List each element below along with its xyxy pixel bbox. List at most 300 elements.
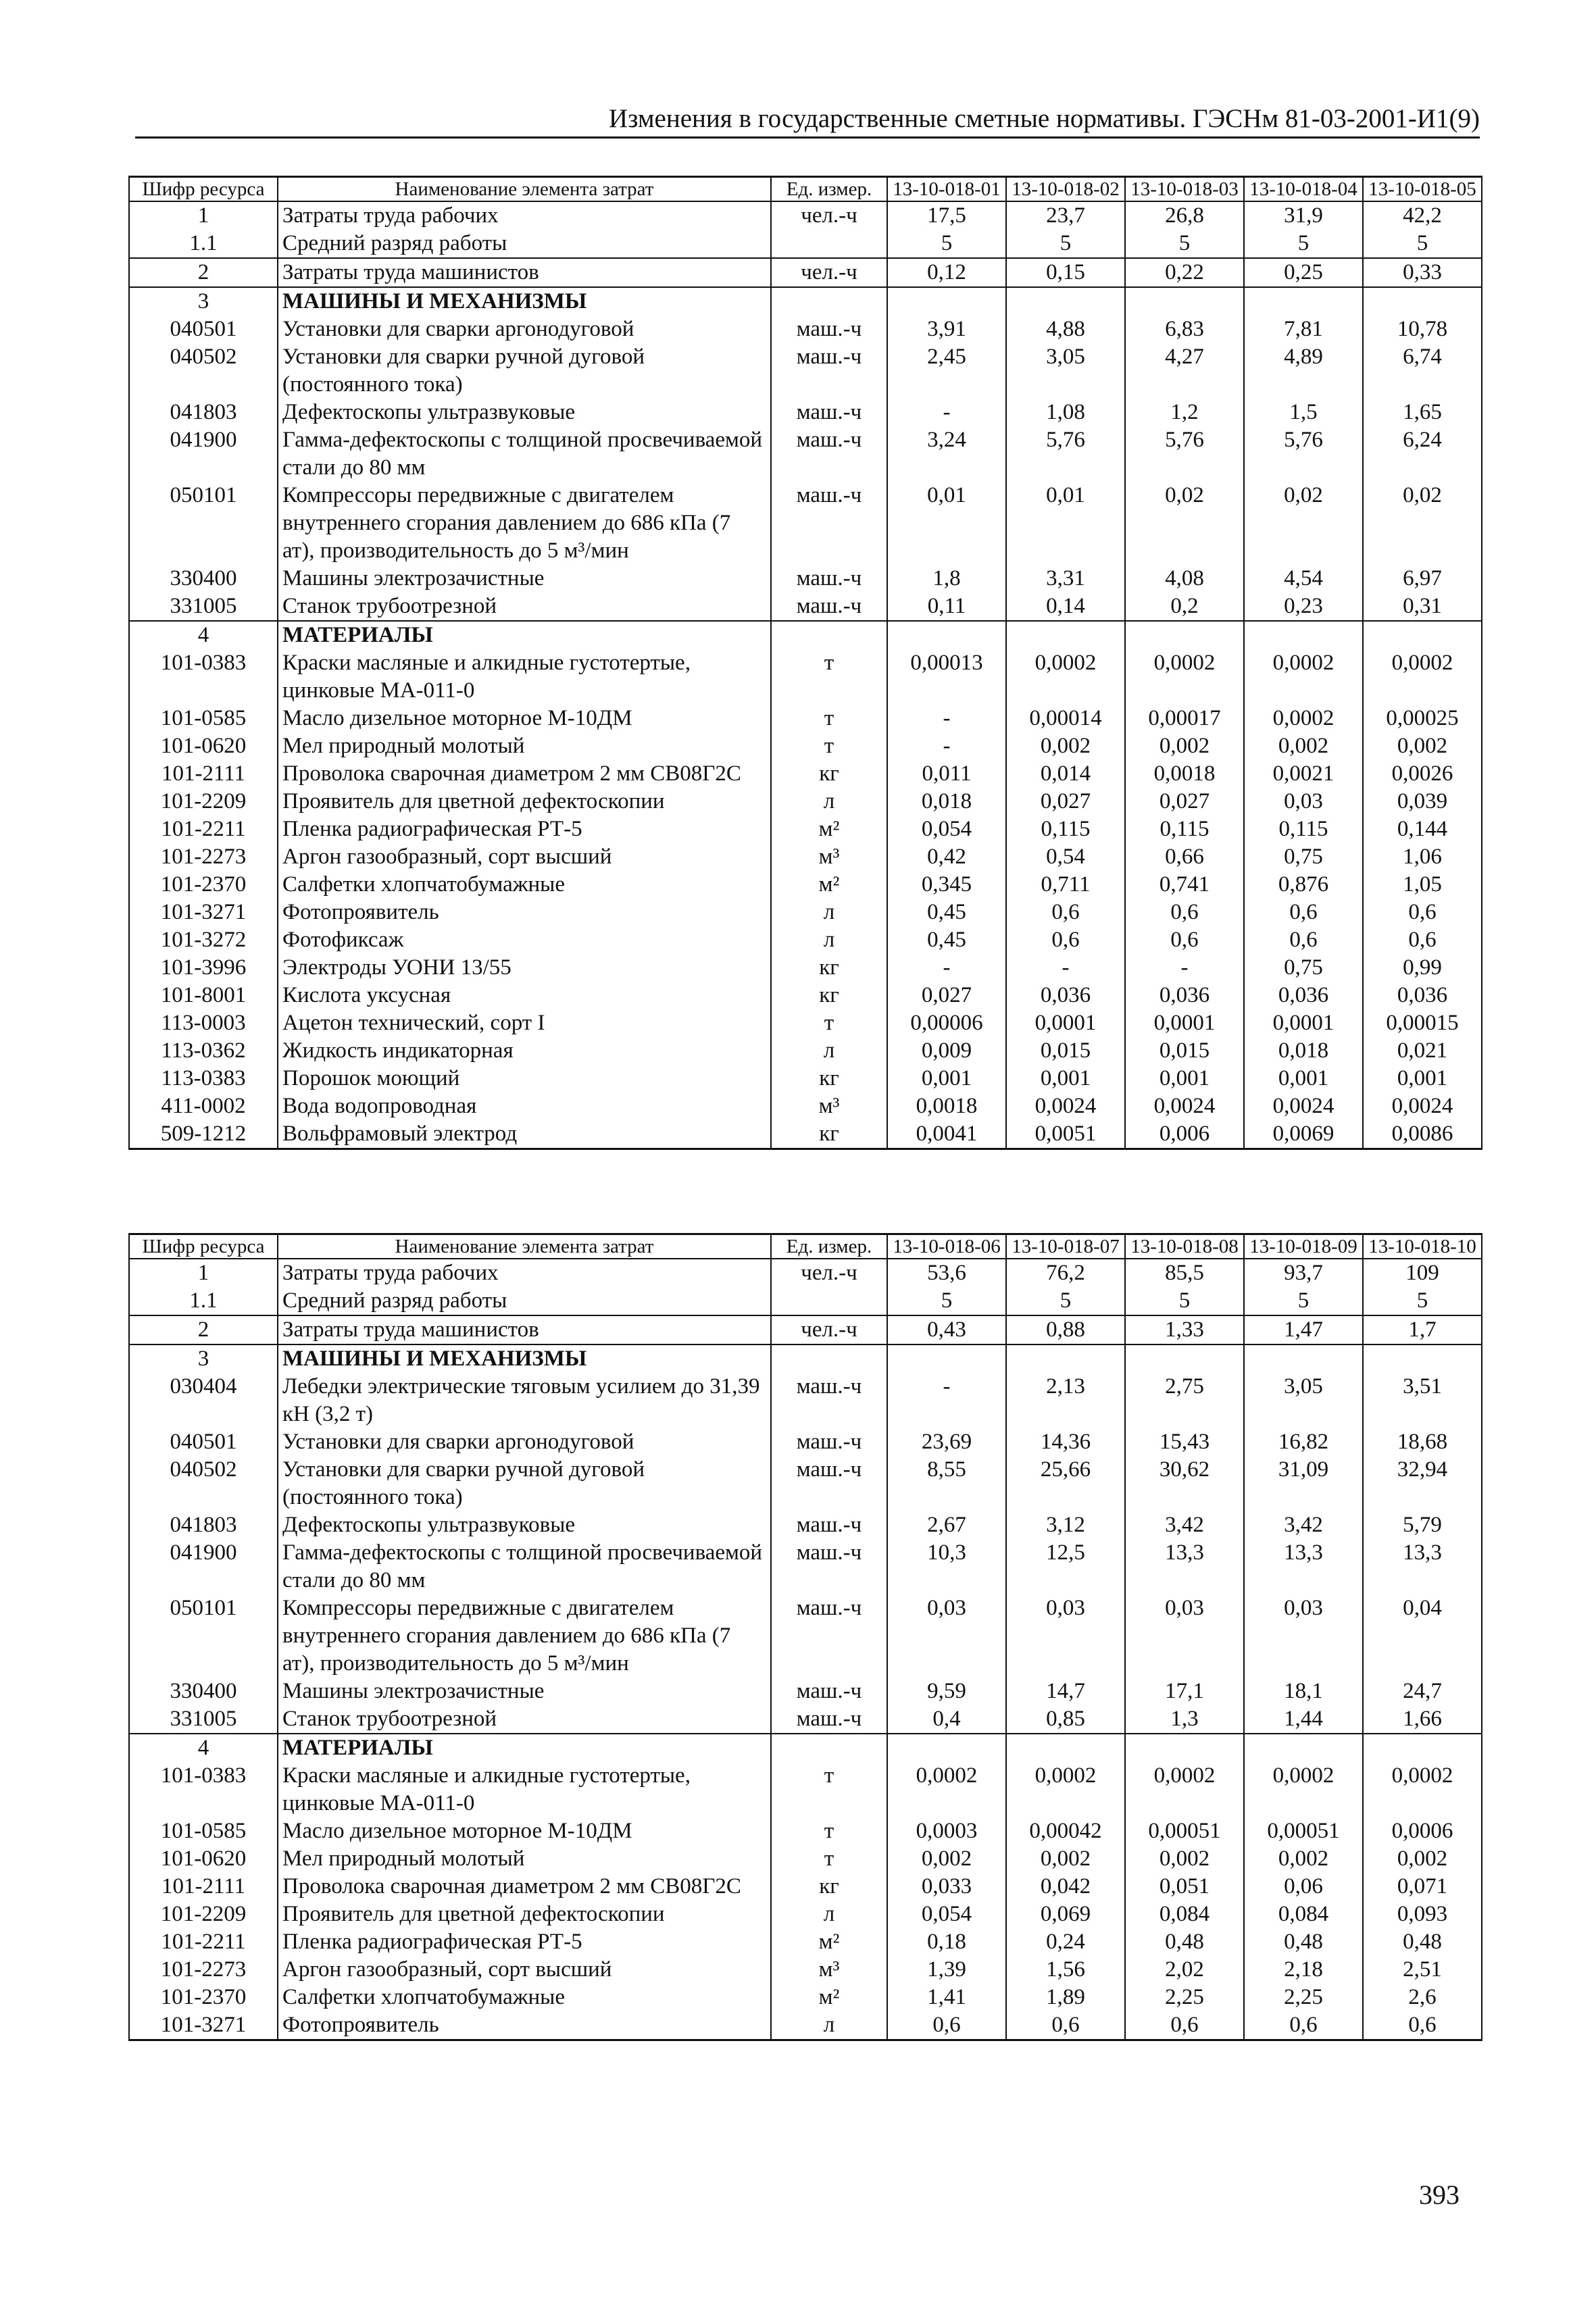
value-cell: 0,0002: [1244, 649, 1363, 705]
column-header-norm: 13-10-018-04: [1244, 177, 1363, 202]
table-body: [129, 1259, 1482, 2040]
table-row: [129, 399, 1482, 426]
value-cell: 0,027: [1125, 788, 1244, 815]
value-cell: 0,0002: [1363, 649, 1482, 705]
value-cell: 32,94: [1363, 1456, 1482, 1511]
table-row: [129, 1956, 1482, 1984]
value-cell: 2,13: [1006, 1373, 1125, 1428]
value-cell: 30,62: [1125, 1456, 1244, 1511]
value-cell: 18,68: [1363, 1428, 1482, 1456]
value-cell: 4,88: [1006, 316, 1125, 343]
value-cell: 0,6: [1006, 926, 1125, 954]
value-cell: 2,45: [887, 343, 1006, 399]
value-cell: 5,76: [1244, 426, 1363, 482]
column-header-norm: 13-10-018-03: [1125, 177, 1244, 202]
table-row: [129, 287, 1482, 316]
value-cell: 2,02: [1125, 1956, 1244, 1984]
table-row: [129, 1092, 1482, 1120]
resource-code: 101-2209: [129, 1901, 278, 1928]
value-cell: 5: [1006, 230, 1125, 258]
table-row: [129, 788, 1482, 815]
table-row: [129, 482, 1482, 565]
resource-code: 113-0362: [129, 1037, 278, 1065]
value-cell: 7,81: [1244, 316, 1363, 343]
column-header-name: Наименование элемента затрат: [278, 1234, 771, 1259]
table-row: [129, 1315, 1482, 1344]
value-cell: 31,9: [1244, 201, 1363, 230]
value-cell: 0,03: [1006, 1594, 1125, 1678]
value-cell: 1,44: [1244, 1705, 1363, 1734]
resource-code: 331005: [129, 593, 278, 621]
unit-cell: т: [771, 732, 887, 760]
resource-code: 101-3271: [129, 899, 278, 926]
column-header-name: Наименование элемента затрат: [278, 177, 771, 202]
value-cell: 0,027: [1006, 788, 1125, 815]
value-cell: 5,79: [1363, 1511, 1482, 1539]
value-cell: 0,115: [1006, 815, 1125, 843]
value-cell: 23,7: [1006, 201, 1125, 230]
resource-code: 101-0383: [129, 649, 278, 705]
resource-name: Средний разряд работы: [278, 1287, 771, 1315]
table-row: [129, 1594, 1482, 1678]
value-cell: 0,6: [1006, 899, 1125, 926]
value-cell: 0,011: [887, 760, 1006, 788]
value-cell: 0,0002: [1244, 705, 1363, 732]
value-cell: [1006, 1734, 1125, 1762]
resource-name: Дефектоскопы ультразвуковые: [278, 399, 771, 426]
value-cell: 0,002: [1363, 1845, 1482, 1873]
table-row: [129, 1065, 1482, 1092]
unit-cell: л: [771, 1037, 887, 1065]
resource-code: 101-2211: [129, 815, 278, 843]
resource-name: Установки для сварки ручной дуговой (постоянного тока): [278, 1456, 771, 1511]
value-cell: 0,04: [1363, 1594, 1482, 1678]
resource-code: 3: [129, 1344, 278, 1373]
resource-code: 331005: [129, 1705, 278, 1734]
value-cell: 0,85: [1006, 1705, 1125, 1734]
value-cell: 93,7: [1244, 1259, 1363, 1287]
value-cell: 0,03: [887, 1594, 1006, 1678]
resource-code: 2: [129, 258, 278, 287]
table-row: [129, 593, 1482, 621]
value-cell: 0,02: [1125, 482, 1244, 565]
value-cell: 1,65: [1363, 399, 1482, 426]
resource-name: Затраты труда рабочих: [278, 201, 771, 230]
table-row: [129, 1678, 1482, 1705]
resource-name: Вода водопроводная: [278, 1092, 771, 1120]
value-cell: 0,00015: [1363, 1009, 1482, 1037]
value-cell: 0,036: [1006, 982, 1125, 1009]
value-cell: 0,002: [887, 1845, 1006, 1873]
unit-cell: кг: [771, 1120, 887, 1149]
value-cell: 0,12: [887, 258, 1006, 287]
unit-cell: маш.-ч: [771, 1373, 887, 1428]
column-header-norm: 13-10-018-06: [887, 1234, 1006, 1259]
value-cell: 0,069: [1006, 1901, 1125, 1928]
value-cell: [887, 287, 1006, 316]
table-row: [129, 1873, 1482, 1901]
table-row: [129, 1762, 1482, 1817]
table-row: [129, 760, 1482, 788]
value-cell: 0,015: [1125, 1037, 1244, 1065]
resource-name: Установки для сварки ручной дуговой (постоянного тока): [278, 343, 771, 399]
value-cell: 0,0024: [1006, 1092, 1125, 1120]
resource-code: 041900: [129, 1539, 278, 1594]
value-cell: 0,001: [1006, 1065, 1125, 1092]
unit-cell: чел.-ч: [771, 201, 887, 230]
value-cell: 0,00014: [1006, 705, 1125, 732]
resource-name: Установки для сварки аргонодуговой: [278, 316, 771, 343]
unit-cell: т: [771, 1762, 887, 1817]
unit-cell: л: [771, 899, 887, 926]
value-cell: 0,084: [1244, 1901, 1363, 1928]
value-cell: [1363, 287, 1482, 316]
table-row: [129, 201, 1482, 230]
unit-cell: [771, 230, 887, 258]
value-cell: 5: [887, 1287, 1006, 1315]
resource-code: 101-0585: [129, 705, 278, 732]
table-row: [129, 871, 1482, 899]
resource-code: 3: [129, 287, 278, 316]
value-cell: 10,78: [1363, 316, 1482, 343]
resource-name: Машины электрозачистные: [278, 565, 771, 593]
resource-code: 041803: [129, 399, 278, 426]
value-cell: 5,76: [1006, 426, 1125, 482]
resource-name: Станок трубоотрезной: [278, 1705, 771, 1734]
value-cell: 0,99: [1363, 954, 1482, 982]
value-cell: 0,25: [1244, 258, 1363, 287]
value-cell: 5: [1006, 1287, 1125, 1315]
resource-code: 113-0383: [129, 1065, 278, 1092]
value-cell: 3,42: [1125, 1511, 1244, 1539]
value-cell: 1,08: [1006, 399, 1125, 426]
resource-name: Дефектоскопы ультразвуковые: [278, 1511, 771, 1539]
value-cell: 0,071: [1363, 1873, 1482, 1901]
value-cell: 2,25: [1125, 1984, 1244, 2011]
unit-cell: чел.-ч: [771, 1259, 887, 1287]
value-cell: 0,001: [1363, 1065, 1482, 1092]
unit-cell: маш.-ч: [771, 316, 887, 343]
value-cell: [1244, 1344, 1363, 1373]
value-cell: [887, 1344, 1006, 1373]
section-heading: МАТЕРИАЛЫ: [278, 1734, 771, 1762]
value-cell: 0,00051: [1125, 1817, 1244, 1845]
value-cell: 0,00051: [1244, 1817, 1363, 1845]
value-cell: 5: [1244, 230, 1363, 258]
value-cell: [1244, 287, 1363, 316]
value-cell: 0,00025: [1363, 705, 1482, 732]
value-cell: 0,0024: [1244, 1092, 1363, 1120]
resource-name: Кислота уксусная: [278, 982, 771, 1009]
value-cell: 0,0051: [1006, 1120, 1125, 1149]
page-header: Изменения в государственные сметные нормативы. ГЭСНм 81-03-2001-И1(9): [135, 101, 1480, 139]
value-cell: 109: [1363, 1259, 1482, 1287]
resource-code: 101-2273: [129, 1956, 278, 1984]
unit-cell: [771, 621, 887, 649]
value-cell: 0,03: [1244, 1594, 1363, 1678]
unit-cell: маш.-ч: [771, 593, 887, 621]
resource-code: 101-2370: [129, 1984, 278, 2011]
table-row: [129, 621, 1482, 649]
value-cell: 0,093: [1363, 1901, 1482, 1928]
value-cell: [1363, 621, 1482, 649]
value-cell: 0,0069: [1244, 1120, 1363, 1149]
value-cell: 17,5: [887, 201, 1006, 230]
value-cell: 1,3: [1125, 1705, 1244, 1734]
value-cell: 0,036: [1363, 982, 1482, 1009]
value-cell: 0,4: [887, 1705, 1006, 1734]
table-row: [129, 426, 1482, 482]
value-cell: 0,6: [1244, 2011, 1363, 2040]
value-cell: 0,054: [887, 1901, 1006, 1928]
resource-name: Лебедки электрические тяговым усилием до 31,39 кН (3,2 т): [278, 1373, 771, 1428]
column-header-norm: 13-10-018-07: [1006, 1234, 1125, 1259]
value-cell: 0,03: [1244, 788, 1363, 815]
unit-cell: т: [771, 705, 887, 732]
value-cell: 0,01: [1006, 482, 1125, 565]
value-cell: 0,711: [1006, 871, 1125, 899]
resource-name: Аргон газообразный, сорт высший: [278, 1956, 771, 1984]
value-cell: 3,31: [1006, 565, 1125, 593]
value-cell: -: [887, 399, 1006, 426]
value-cell: 25,66: [1006, 1456, 1125, 1511]
value-cell: 2,25: [1244, 1984, 1363, 2011]
resource-code: 101-3271: [129, 2011, 278, 2040]
value-cell: 1,89: [1006, 1984, 1125, 2011]
value-cell: 31,09: [1244, 1456, 1363, 1511]
resource-name: Затраты труда машинистов: [278, 1315, 771, 1344]
table-row: [129, 705, 1482, 732]
value-cell: 10,3: [887, 1539, 1006, 1594]
resource-name: Салфетки хлопчатобумажные: [278, 1984, 771, 2011]
table-row: [129, 899, 1482, 926]
resource-code: 1: [129, 201, 278, 230]
value-cell: 0,0002: [1125, 1762, 1244, 1817]
value-cell: 0,014: [1006, 760, 1125, 788]
resource-name: Масло дизельное моторное М-10ДМ: [278, 1817, 771, 1845]
resource-code: 2: [129, 1315, 278, 1344]
resource-code: 030404: [129, 1373, 278, 1428]
value-cell: 0,23: [1244, 593, 1363, 621]
value-cell: 0,741: [1125, 871, 1244, 899]
value-cell: 0,02: [1363, 482, 1482, 565]
section-heading: МАШИНЫ И МЕХАНИЗМЫ: [278, 1344, 771, 1373]
resource-code: 040501: [129, 316, 278, 343]
resource-name: Проволока сварочная диаметром 2 мм СВ08Г2С: [278, 760, 771, 788]
value-cell: 0,6: [1006, 2011, 1125, 2040]
value-cell: 6,97: [1363, 565, 1482, 593]
value-cell: 0,0003: [887, 1817, 1006, 1845]
value-cell: 15,43: [1125, 1428, 1244, 1456]
resource-code: 101-2209: [129, 788, 278, 815]
unit-cell: л: [771, 1901, 887, 1928]
resource-name: Жидкость индикаторная: [278, 1037, 771, 1065]
unit-cell: т: [771, 649, 887, 705]
value-cell: 0,042: [1006, 1873, 1125, 1901]
unit-cell: чел.-ч: [771, 258, 887, 287]
value-cell: [1244, 1734, 1363, 1762]
resource-code: 101-2273: [129, 843, 278, 871]
resource-name: Проявитель для цветной дефектоскопии: [278, 1901, 771, 1928]
value-cell: 12,5: [1006, 1539, 1125, 1594]
resource-name: Мел природный молотый: [278, 1845, 771, 1873]
value-cell: 76,2: [1006, 1259, 1125, 1287]
value-cell: 5: [1244, 1287, 1363, 1315]
resource-code: 101-0585: [129, 1817, 278, 1845]
resource-code: 050101: [129, 482, 278, 565]
unit-cell: маш.-ч: [771, 1705, 887, 1734]
value-cell: 1,8: [887, 565, 1006, 593]
column-header-norm: 13-10-018-09: [1244, 1234, 1363, 1259]
resource-name: Средний разряд работы: [278, 230, 771, 258]
value-cell: 4,27: [1125, 343, 1244, 399]
value-cell: 0,6: [1363, 2011, 1482, 2040]
resource-code: 040502: [129, 1456, 278, 1511]
value-cell: -: [887, 732, 1006, 760]
value-cell: 0,42: [887, 843, 1006, 871]
unit-cell: [771, 287, 887, 316]
value-cell: 2,51: [1363, 1956, 1482, 1984]
value-cell: 0,876: [1244, 871, 1363, 899]
unit-cell: маш.-ч: [771, 1594, 887, 1678]
value-cell: 4,89: [1244, 343, 1363, 399]
resource-name: Краски масляные и алкидные густотертые, цинковые МА-011-0: [278, 649, 771, 705]
table-row: [129, 1344, 1482, 1373]
resource-code: 330400: [129, 1678, 278, 1705]
value-cell: 0,002: [1125, 1845, 1244, 1873]
value-cell: 0,48: [1244, 1928, 1363, 1956]
unit-cell: м³: [771, 1092, 887, 1120]
value-cell: 2,6: [1363, 1984, 1482, 2011]
resource-code: 4: [129, 621, 278, 649]
table-row: [129, 649, 1482, 705]
value-cell: 0,144: [1363, 815, 1482, 843]
value-cell: [1006, 1344, 1125, 1373]
value-cell: 14,36: [1006, 1428, 1125, 1456]
value-cell: 3,12: [1006, 1511, 1125, 1539]
value-cell: 0,11: [887, 593, 1006, 621]
resource-name: Установки для сварки аргонодуговой: [278, 1428, 771, 1456]
unit-cell: [771, 1287, 887, 1315]
value-cell: 0,002: [1363, 732, 1482, 760]
value-cell: [887, 621, 1006, 649]
value-cell: 0,115: [1244, 815, 1363, 843]
value-cell: [887, 1734, 1006, 1762]
value-cell: 0,18: [887, 1928, 1006, 1956]
table-row: [129, 1037, 1482, 1065]
value-cell: 14,7: [1006, 1678, 1125, 1705]
value-cell: 0,15: [1006, 258, 1125, 287]
value-cell: 3,42: [1244, 1511, 1363, 1539]
value-cell: 6,83: [1125, 316, 1244, 343]
unit-cell: кг: [771, 954, 887, 982]
resource-code: 1.1: [129, 1287, 278, 1315]
value-cell: 1,39: [887, 1956, 1006, 1984]
table-row: [129, 316, 1482, 343]
unit-cell: л: [771, 926, 887, 954]
table-row: [129, 1287, 1482, 1315]
resource-name: Порошок моющий: [278, 1065, 771, 1092]
table-row: [129, 1428, 1482, 1456]
unit-cell: кг: [771, 1065, 887, 1092]
value-cell: [1125, 621, 1244, 649]
resource-name: Гамма-дефектоскопы с толщиной просвечиваемой стали до 80 мм: [278, 1539, 771, 1594]
value-cell: 1,2: [1125, 399, 1244, 426]
value-cell: 0,33: [1363, 258, 1482, 287]
value-cell: 0,6: [1125, 2011, 1244, 2040]
value-cell: 3,24: [887, 426, 1006, 482]
unit-cell: т: [771, 1009, 887, 1037]
value-cell: 0,0002: [1244, 1762, 1363, 1817]
resource-name: Затраты труда машинистов: [278, 258, 771, 287]
value-cell: 0,6: [887, 2011, 1006, 2040]
value-cell: 0,6: [1363, 926, 1482, 954]
table-row: [129, 565, 1482, 593]
value-cell: 0,033: [887, 1873, 1006, 1901]
table-row: [129, 982, 1482, 1009]
resource-name: Масло дизельное моторное М-10ДМ: [278, 705, 771, 732]
unit-cell: маш.-ч: [771, 1678, 887, 1705]
table-row: [129, 732, 1482, 760]
value-cell: 0,001: [1125, 1065, 1244, 1092]
value-cell: 0,036: [1244, 982, 1363, 1009]
value-cell: [1006, 287, 1125, 316]
page-number: 393: [1419, 2180, 1460, 2210]
resource-name: Станок трубоотрезной: [278, 593, 771, 621]
unit-cell: маш.-ч: [771, 343, 887, 399]
value-cell: 3,51: [1363, 1373, 1482, 1428]
value-cell: 0,24: [1006, 1928, 1125, 1956]
value-cell: 53,6: [887, 1259, 1006, 1287]
value-cell: 5: [887, 230, 1006, 258]
value-cell: 0,001: [887, 1065, 1006, 1092]
resource-name: Пленка радиографическая РТ-5: [278, 1928, 771, 1956]
value-cell: 0,0001: [1125, 1009, 1244, 1037]
resource-code: 1: [129, 1259, 278, 1287]
unit-cell: м²: [771, 1928, 887, 1956]
resource-code: 411-0002: [129, 1092, 278, 1120]
column-header-norm: 13-10-018-10: [1363, 1234, 1482, 1259]
value-cell: 0,039: [1363, 788, 1482, 815]
value-cell: 0,0021: [1244, 760, 1363, 788]
value-cell: 0,018: [887, 788, 1006, 815]
unit-cell: м²: [771, 871, 887, 899]
table-row: [129, 815, 1482, 843]
value-cell: 0,018: [1244, 1037, 1363, 1065]
value-cell: 0,75: [1244, 843, 1363, 871]
unit-cell: м²: [771, 1984, 887, 2011]
resource-code: 509-1212: [129, 1120, 278, 1149]
table-row: [129, 1120, 1482, 1149]
resource-name: Пленка радиографическая РТ-5: [278, 815, 771, 843]
resource-name: Мел природный молотый: [278, 732, 771, 760]
value-cell: 0,027: [887, 982, 1006, 1009]
value-cell: [1363, 1344, 1482, 1373]
table-header-row: [129, 177, 1482, 202]
value-cell: 0,006: [1125, 1120, 1244, 1149]
value-cell: 0,00013: [887, 649, 1006, 705]
unit-cell: маш.-ч: [771, 1456, 887, 1511]
value-cell: 18,1: [1244, 1678, 1363, 1705]
value-cell: 1,05: [1363, 871, 1482, 899]
unit-cell: кг: [771, 760, 887, 788]
value-cell: 3,05: [1006, 343, 1125, 399]
value-cell: [1244, 621, 1363, 649]
value-cell: 13,3: [1244, 1539, 1363, 1594]
value-cell: 0,02: [1244, 482, 1363, 565]
value-cell: 6,74: [1363, 343, 1482, 399]
resource-code: 101-2211: [129, 1928, 278, 1956]
